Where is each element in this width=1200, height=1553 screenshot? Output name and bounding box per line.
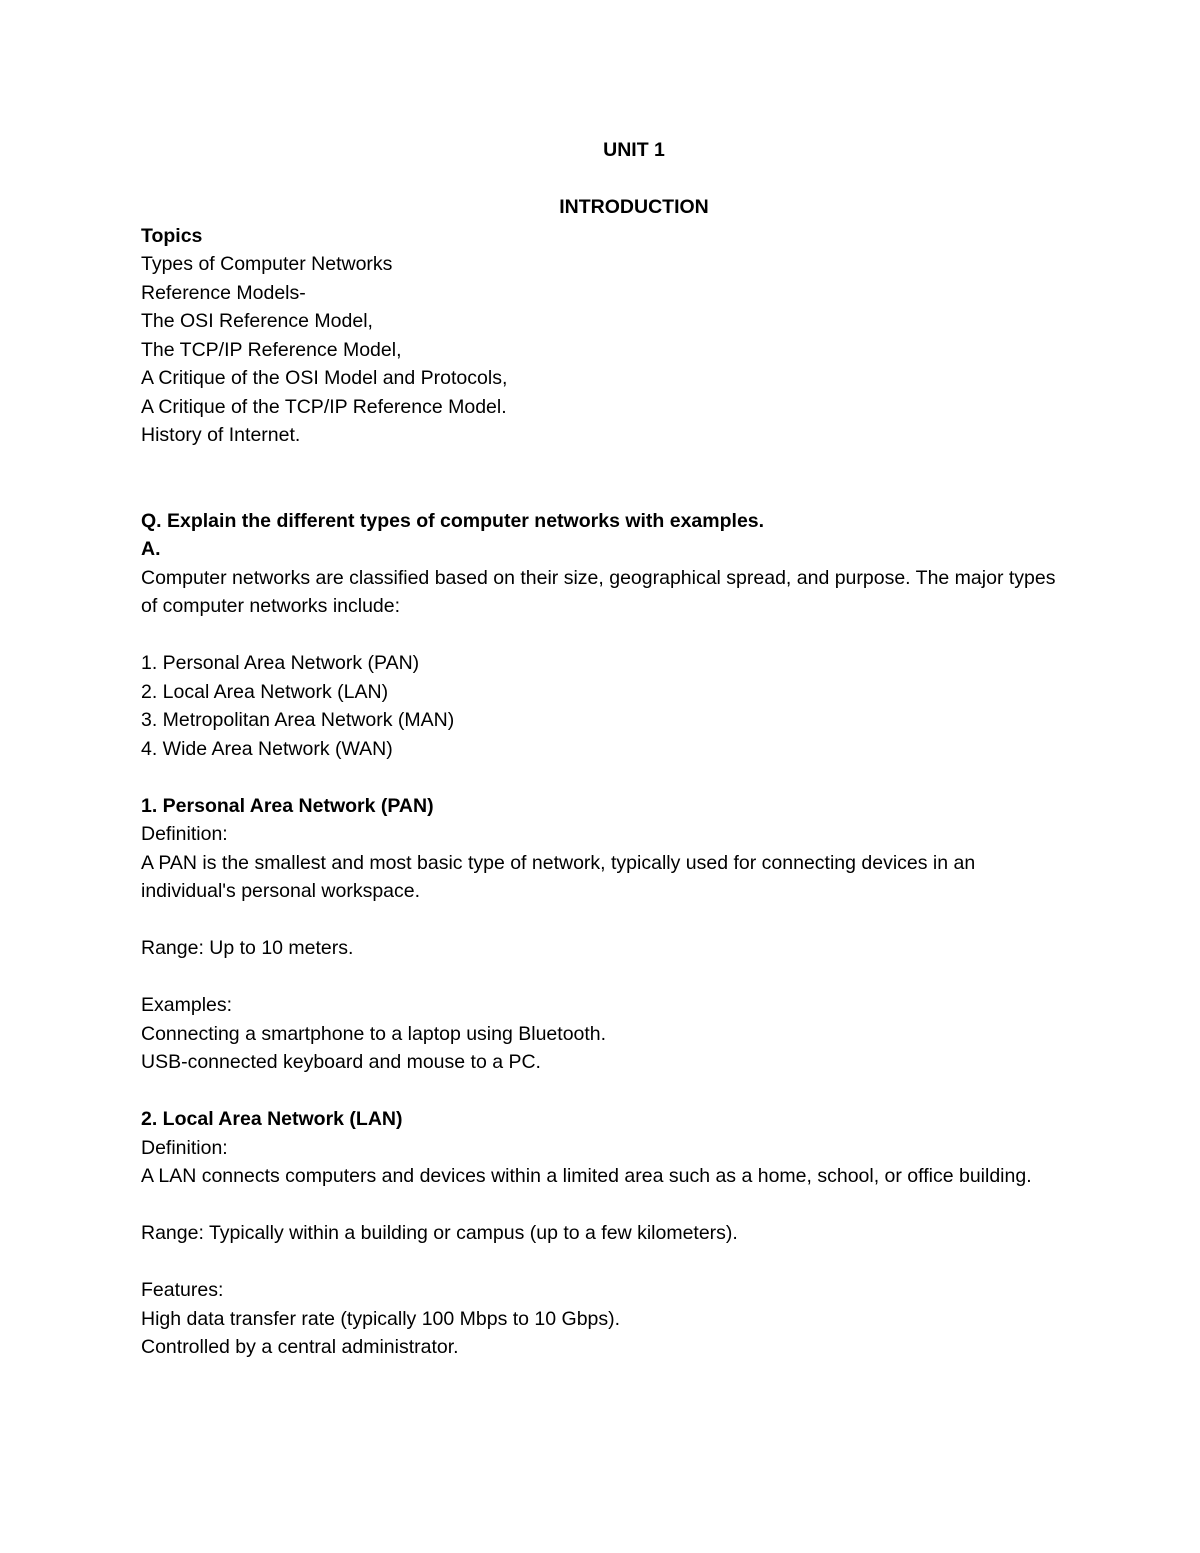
topic-item: Types of Computer Networks [141,253,393,275]
answer-intro: Computer networks are classified based on their size, geographical spread, and purpose. The major types of computer networks include: [141,566,1056,617]
lan-definition: A LAN connects computers and devices within a limited area such as a home, school, or office building. [141,1165,1032,1187]
lan-range: Range: Typically within a building or campus (up to a few kilometers). [141,1222,738,1244]
lan-feature-item: High data transfer rate (typically 100 Mbps to 10 Gbps). [141,1307,621,1330]
topics-heading: Topics [141,224,203,247]
network-type-item: 2. Local Area Network (LAN) [141,680,389,703]
topic-item: A Critique of the TCP/IP Reference Model. [141,395,507,418]
answer-label: A. [141,538,161,560]
spacer [141,1248,1061,1277]
network-type-item: 3. Metropolitan Area Network (MAN) [141,709,455,731]
spacer [141,763,1061,792]
pan-examples-label: Examples: [141,994,233,1016]
spacer [141,963,1061,992]
lan-feature-item: Controlled by a central administrator. [141,1336,459,1358]
topic-item: A Critique of the OSI Model and Protocols, [141,367,508,389]
pan-example-item: Connecting a smartphone to a laptop using Bluetooth. [141,1022,607,1045]
lan-features-label: Features: [141,1279,224,1301]
spacer [141,1191,1061,1220]
topic-item: The OSI Reference Model, [141,310,373,332]
spacer [141,621,1061,650]
lan-definition-label: Definition: [141,1136,228,1159]
network-type-item: 4. Wide Area Network (WAN) [141,737,393,760]
document-page [141,136,1061,1362]
lan-heading: 2. Local Area Network (LAN) [141,1108,403,1130]
topic-item: Reference Models- [141,281,306,304]
pan-example-item: USB-connected keyboard and mouse to a PC. [141,1051,541,1073]
question-heading: Q. Explain the different types of computer networks with examples. [141,509,765,532]
network-type-item: 1. Personal Area Network (PAN) [141,652,420,674]
topic-item: The TCP/IP Reference Model, [141,338,402,361]
pan-definition-label: Definition: [141,823,228,845]
spacer [141,906,1061,935]
pan-range: Range: Up to 10 meters. [141,937,354,959]
topic-item: History of Internet. [141,424,301,446]
spacer [141,450,1061,507]
spacer [141,165,1061,194]
unit-heading: UNIT 1 [603,139,665,161]
spacer [141,1077,1061,1106]
pan-heading: 1. Personal Area Network (PAN) [141,794,434,817]
pan-definition: A PAN is the smallest and most basic type of network, typically used for connecting devices in an individual's personal workspace. [141,851,976,902]
page-title: INTRODUCTION [559,196,709,218]
